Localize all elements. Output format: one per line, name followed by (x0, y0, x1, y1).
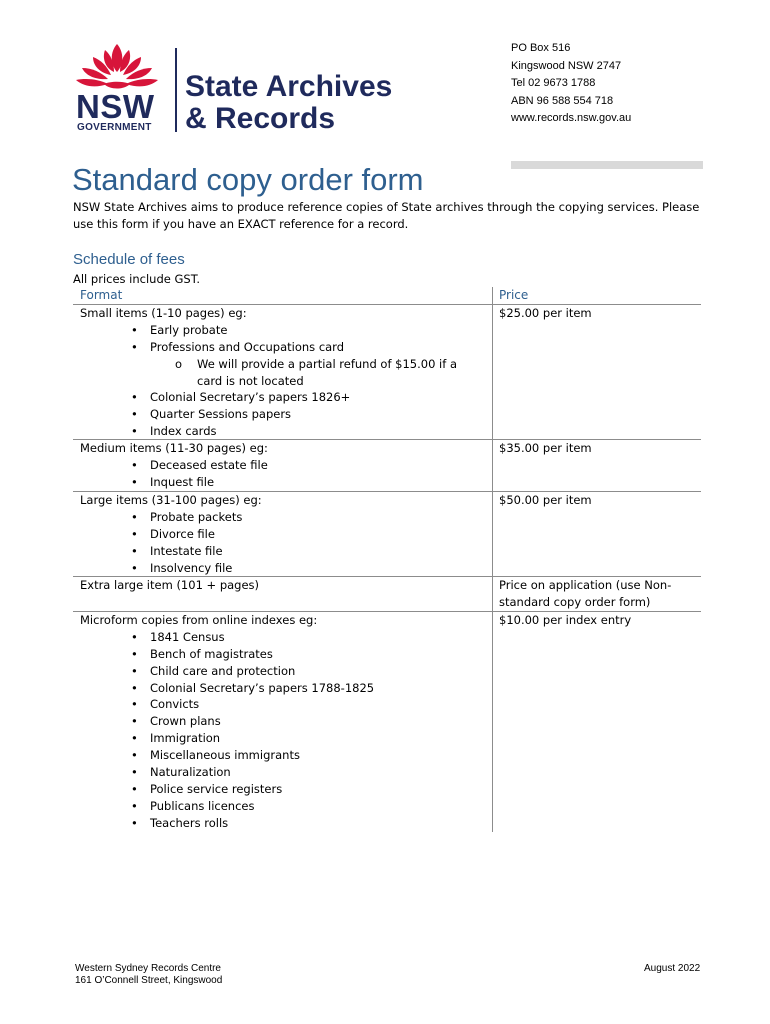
list-item: • Probate packets (80, 509, 491, 526)
fees-table (73, 287, 701, 832)
list-item: • Child care and protection (80, 663, 491, 680)
logo-divider (175, 48, 177, 132)
format-cell: Microform copies from online indexes eg: (80, 613, 318, 627)
list-item: • Publicans licences (80, 798, 491, 815)
footer-line: Western Sydney Records Centre (75, 963, 221, 974)
list-item: • Divorce file (80, 526, 491, 543)
list-item: • Intestate file (80, 543, 491, 560)
waratah-flower-icon (74, 42, 160, 92)
list-item: • Crown plans (80, 713, 491, 730)
website-link[interactable]: www.records.nsw.gov.au (511, 112, 632, 124)
footer-date: August 2022 (644, 963, 701, 974)
gst-note: All prices include GST. (73, 272, 201, 286)
list-item: • Police service registers (80, 781, 491, 798)
contact-address (511, 40, 631, 128)
footer-address (75, 963, 222, 987)
org-name-line2: & Records (185, 102, 336, 135)
abn: ABN 96 588 554 718 (511, 94, 614, 107)
list-item: • Immigration (80, 730, 491, 747)
list-item: • Bench of magistrates (80, 646, 491, 663)
price-cell: $35.00 per item (499, 441, 592, 455)
list-item: • Insolvency file (80, 560, 491, 577)
schedule-heading: Schedule of fees (73, 251, 185, 268)
list-item: • Teachers rolls (80, 815, 491, 832)
list-item: • Professions and Occupations card (80, 339, 491, 356)
price-cell: $10.00 per index entry (499, 613, 632, 627)
price-cell: $50.00 per item (499, 493, 592, 507)
header-gray-bar (511, 161, 703, 169)
table-header-row (73, 287, 701, 304)
sub-list-item-continued: card is not located (197, 373, 304, 388)
list-item: • Colonial Secretary’s papers 1788-1825 (80, 680, 491, 697)
price-cell-line: standard copy order form) (499, 594, 651, 609)
list-item: • 1841 Census (80, 629, 491, 646)
sub-list-item: o We will provide a partial refund of $15.00 if a (80, 356, 491, 373)
table-row (73, 576, 701, 611)
list-item: • Quarter Sessions papers (80, 406, 491, 423)
page-title: Standard copy order form (72, 162, 424, 197)
po-box: PO Box 516 (511, 42, 571, 54)
format-cell: Large items (31-100 pages) eg: (80, 493, 262, 507)
intro-paragraph: NSW State Archives aims to produce reference copies of State archives through the copying services. Please use this form if you have an EXACT reference for a record. (73, 200, 700, 231)
list-item: • Deceased estate file (80, 457, 491, 474)
list-item: • Index cards (80, 423, 491, 440)
format-column-header: Format (80, 288, 123, 302)
list-item: • Colonial Secretary’s papers 1826+ (80, 389, 491, 406)
nsw-wordmark: NSW (76, 88, 155, 125)
table-row (73, 304, 701, 439)
table-row (73, 491, 701, 576)
format-cell: Medium items (11-30 pages) eg: (80, 441, 268, 455)
price-cell: $25.00 per item (499, 306, 592, 320)
price-column-header: Price (499, 288, 529, 302)
list-item: • Convicts (80, 696, 491, 713)
table-row (73, 611, 701, 832)
format-cell: Extra large item (101 + pages) (80, 578, 260, 592)
format-cell: Small items (1-10 pages) eg: (80, 306, 247, 320)
price-cell-line: Price on application (use Non- (499, 578, 672, 592)
nsw-state-archives-logo (72, 42, 417, 134)
org-name-line1: State Archives (185, 70, 393, 103)
telephone: Tel 02 9673 1788 (511, 77, 596, 89)
table-row (73, 439, 701, 491)
footer-line: 161 O’Connell Street, Kingswood (75, 975, 223, 986)
suburb: Kingswood NSW 2747 (511, 59, 622, 72)
government-wordmark: GOVERNMENT (77, 122, 152, 133)
list-item: • Miscellaneous immigrants (80, 747, 491, 764)
list-item: • Inquest file (80, 474, 491, 491)
list-item: • Early probate (80, 322, 491, 339)
list-item: • Naturalization (80, 764, 491, 781)
